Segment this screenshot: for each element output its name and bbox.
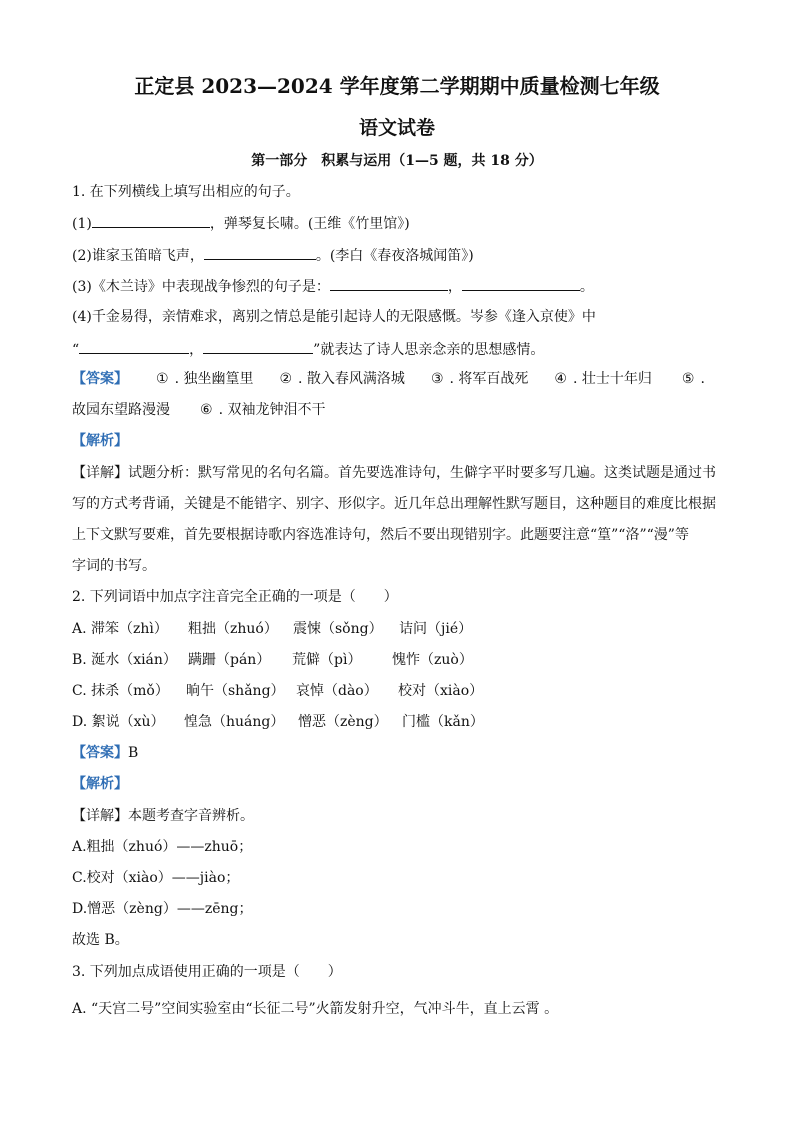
q1-blank-3a [330, 276, 448, 291]
q2-fix-a: A.粗拙（zhuó）——zhuō； [72, 839, 253, 855]
q3-stem: 3. 下列加点成语使用正确的一项是（ ） [72, 964, 342, 980]
q2-fix-d: D.憎恶（zèng）——zēng； [72, 901, 253, 917]
q2-analysis-tag: 【解析】 [72, 776, 128, 792]
answer-tag: 【答案】 [72, 371, 128, 387]
q1-detail-3: 上下文默写要难，首先要根据诗歌内容选准诗句，然后不要出现错别字。此题要注意“篁”“洛”“漫”等 [72, 527, 689, 543]
q1-blank-3b [462, 276, 580, 291]
q1-detail-4: 字词的书写。 [72, 558, 156, 574]
q2-stem: 2. 下列词语中加点字注音完全正确的一项是（ ） [72, 589, 398, 605]
q1-detail-1: 【详解】试题分析：默写常见的名句名篇。首先要选准诗句，生僻字平时要多写几遍。这类试题是通过书 [72, 465, 716, 481]
q2-answer: 【答案】B [72, 745, 139, 761]
q2-option-d: D. 絮说（xù） 惶急（huáng） 憎恶（zèng） 门槛（kǎn） [72, 714, 484, 730]
q1-blank-1 [92, 213, 210, 228]
q1-analysis-tag: 【解析】 [72, 433, 128, 449]
q1-answers: 【答案】 ① . 独坐幽篁里 ② . 散入春风满洛城 ③ . 将军百战死 ④ . 壮士十年归 ⑤ . [72, 371, 705, 387]
q1-sentence-3: (3)《木兰诗》中表现战争惨烈的句子是： ， 。 [72, 276, 594, 296]
q1-blank-4a [79, 339, 189, 354]
q2-option-c: C. 抹杀（mǒ） 晌午（shǎng） 哀悼（dào） 校对（xiào） [72, 683, 484, 699]
q1-sentence-1: (1) ，弹琴复长啸。(王维《竹里馆》) [72, 213, 410, 233]
q2-conclusion: 故选 B。 [72, 932, 129, 948]
q2-option-a: A. 滞笨（zhì） 粗拙（zhuó） 震悚（sǒng） 诘问（jié） [72, 621, 473, 637]
exam-subtitle: 语文试卷 [358, 117, 435, 139]
q1-sentence-4: (4)千金易得，亲情难求，离别之情总是能引起诗人的无限感慨。岑参《逢入京使》中 [72, 309, 596, 325]
q2-fix-c: C.校对（xiào）——jiào； [72, 870, 240, 886]
q1-answers-line2: 故园东望路漫漫 ⑥ . 双袖龙钟泪不干 [72, 402, 326, 418]
q1-detail-2: 写的方式考背诵，关键是不能错字、别字、形似字。近几年总出理解性默写题目，这种题目的难度比根据 [72, 496, 716, 512]
q1-sentence-4b: “ ， ”就表达了诗人思亲念亲的思想感情。 [72, 339, 544, 359]
exam-title: 正定县 2023—2024 学年度第二学期期中质量检测七年级 [134, 74, 660, 98]
q1-blank-4b [203, 339, 313, 354]
q3-option-a: A. “天宫二号”空间实验室由“长征二号”火箭发射升空，气冲斗牛，直上云霄 。 [72, 1001, 559, 1017]
q1-stem: 1. 在下列横线上填写出相应的句子。 [72, 184, 300, 200]
q1-blank-2 [204, 245, 316, 260]
q2-option-b: B. 涎水（xián） 蹒跚（pán） 荒僻（pì） 愧怍（zuò） [72, 652, 473, 668]
q1-sentence-2: (2)谁家玉笛暗飞声， 。(李白《春夜洛城闻笛》) [72, 245, 474, 265]
q2-detail: 【详解】本题考查字音辨析。 [72, 808, 254, 824]
section-heading: 第一部分 积累与运用（1—5 题，共 18 分） [251, 153, 543, 169]
